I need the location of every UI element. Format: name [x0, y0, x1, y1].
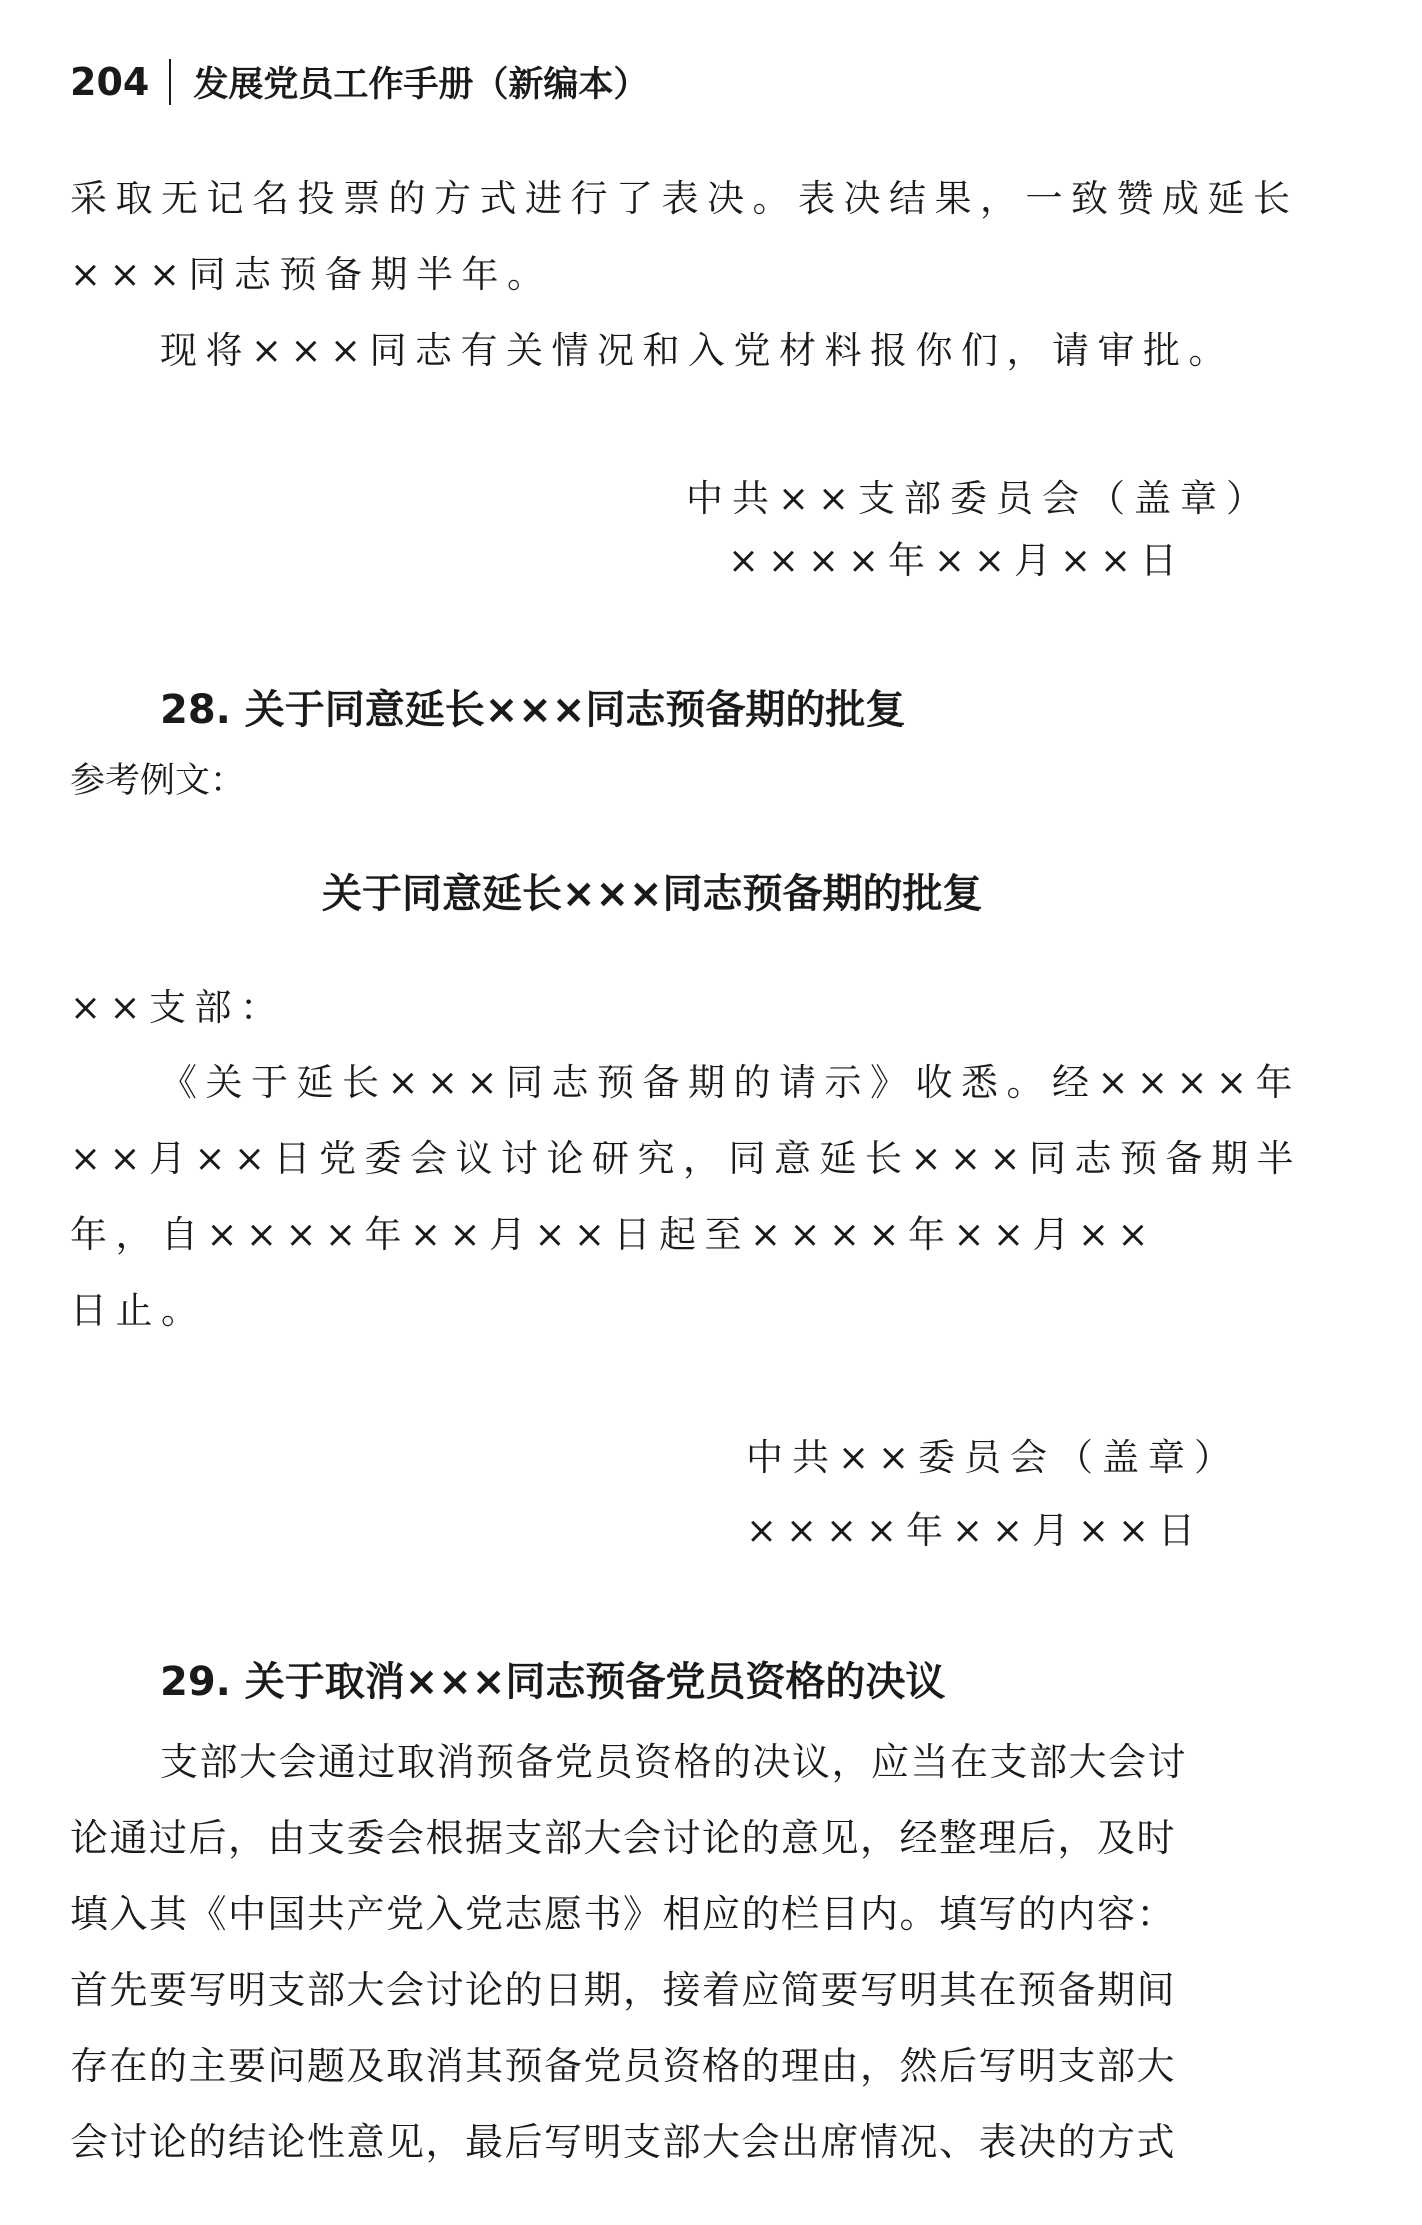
- paragraph-line: ××月××日党委会议讨论研究，同意延长×××同志预备期半: [70, 1137, 1303, 1180]
- paragraph-line: 《关于延长×××同志预备期的请示》收悉。经××××年: [160, 1061, 1302, 1104]
- page-number: 204: [70, 60, 150, 104]
- date-line: ××××年××月××日: [728, 539, 1187, 582]
- salutation: ××支部：: [70, 986, 286, 1029]
- document-title: 关于同意延长×××同志预备期的批复: [322, 871, 983, 917]
- paragraph-line: 会讨论的结论性意见，最后写明支部大会出席情况、表决的方式: [70, 2120, 1177, 2164]
- signature-line: 中共××委员会（盖章）: [746, 1436, 1241, 1479]
- paragraph-line: 支部大会通过取消预备党员资格的决议，应当在支部大会讨: [160, 1740, 1188, 1784]
- section-heading: 29. 关于取消×××同志预备党员资格的决议: [160, 1659, 946, 1705]
- paragraph-line: 年，自××××年××月××日起至××××年××月××: [70, 1213, 1158, 1256]
- section-heading: 28. 关于同意延长×××同志预备期的批复: [160, 687, 906, 733]
- book-title: 发展党员工作手册（新编本）: [193, 65, 649, 105]
- example-label: 参考例文：: [70, 761, 246, 801]
- paragraph-line: ×××同志预备期半年。: [70, 253, 553, 296]
- date-line: ××××年××月××日: [746, 1509, 1205, 1552]
- paragraph-line: 存在的主要问题及取消其预备党员资格的理由，然后写明支部大: [70, 2044, 1177, 2088]
- paragraph-line: 首先要写明支部大会讨论的日期，接着应简要写明其在预备期间: [70, 1968, 1177, 2012]
- paragraph-line: 采取无记名投票的方式进行了表决。表决结果，一致赞成延长: [70, 177, 1299, 220]
- paragraph-line: 论通过后，由支委会根据支部大会讨论的意见，经整理后，及时: [70, 1816, 1177, 1860]
- running-header: [70, 52, 648, 112]
- paragraph-line: 填入其《中国共产党入党志愿书》相应的栏目内。填写的内容：: [70, 1892, 1177, 1936]
- paragraph-line: 日止。: [70, 1289, 207, 1332]
- header-divider: [169, 59, 171, 105]
- paragraph-line: 现将×××同志有关情况和入党材料报你们，请审批。: [160, 329, 1235, 372]
- signature-line: 中共××支部委员会（盖章）: [686, 477, 1273, 520]
